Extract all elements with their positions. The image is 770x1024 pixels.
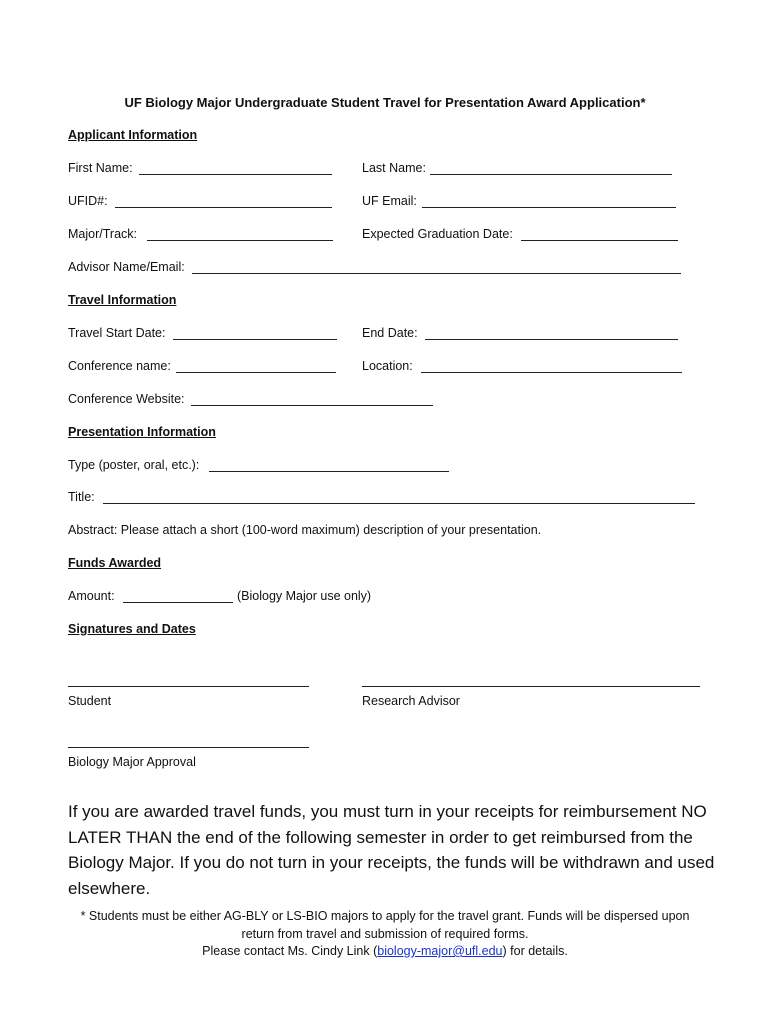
footer-eligibility-text: * Students must be either AG-BLY or LS-BIO majors to apply for the travel grant. Funds will be dispersed upon return from travel and submission of required forms.	[80, 909, 690, 941]
grad-date-field[interactable]	[521, 240, 678, 241]
form-title: UF Biology Major Undergraduate Student Travel for Presentation Award Application*	[124, 95, 646, 110]
first-name-field[interactable]	[139, 174, 332, 175]
advisor-label: Advisor Name/Email:	[68, 260, 185, 274]
presentation-title-field[interactable]	[103, 503, 695, 504]
first-name-label: First Name:	[68, 161, 133, 175]
major-track-field[interactable]	[147, 240, 333, 241]
location-label: Location:	[362, 359, 413, 373]
amount-note: (Biology Major use only)	[237, 589, 372, 603]
student-signature-label: Student	[68, 694, 112, 708]
reimbursement-notice: If you are awarded travel funds, you must turn in your receipts for reimbursement NO LATER THAN the end of the following semester in order to get reimbursed from the Biology Major. If you do not turn in your receipts, the funds will be withdrawn and used elsewhere.	[68, 802, 715, 898]
section-travel-heading: Travel Information	[68, 293, 177, 307]
uf-email-field[interactable]	[422, 207, 676, 208]
location-field[interactable]	[421, 372, 682, 373]
advisor-signature-line[interactable]	[362, 686, 700, 687]
conference-name-field[interactable]	[176, 372, 336, 373]
section-signatures-heading: Signatures and Dates	[68, 622, 196, 636]
conference-name-label: Conference name:	[68, 359, 171, 373]
footer-contact-prefix: Please contact Ms. Cindy Link (	[202, 944, 378, 958]
footer-contact	[65, 943, 705, 961]
conference-website-field[interactable]	[191, 405, 433, 406]
end-date-field[interactable]	[425, 339, 678, 340]
section-presentation-heading: Presentation Information	[68, 425, 216, 439]
footer-contact-suffix: ) for details.	[502, 944, 568, 958]
amount-label: Amount:	[68, 589, 115, 603]
footer-note	[65, 908, 705, 961]
advisor-field[interactable]	[192, 273, 681, 274]
contact-email-link[interactable]: biology-major@ufl.edu	[377, 944, 503, 958]
approval-signature-label: Biology Major Approval	[68, 755, 196, 769]
ufid-label: UFID#:	[68, 194, 108, 208]
conference-website-label: Conference Website:	[68, 392, 185, 406]
approval-signature-line[interactable]	[68, 747, 309, 748]
advisor-signature-label: Research Advisor	[362, 694, 460, 708]
travel-start-field[interactable]	[173, 339, 337, 340]
presentation-type-field[interactable]	[209, 471, 449, 472]
last-name-field[interactable]	[430, 174, 672, 175]
section-funds-heading: Funds Awarded	[68, 556, 162, 570]
ufid-field[interactable]	[115, 207, 332, 208]
major-track-label: Major/Track:	[68, 227, 137, 241]
abstract-instruction: Abstract: Please attach a short (100-word maximum) description of your presentation.	[68, 523, 542, 537]
last-name-label: Last Name:	[362, 161, 426, 175]
presentation-type-label: Type (poster, oral, etc.):	[68, 458, 200, 472]
grad-date-label: Expected Graduation Date:	[362, 227, 513, 241]
student-signature-line[interactable]	[68, 686, 309, 687]
presentation-title-label: Title:	[68, 490, 95, 504]
section-applicant-heading: Applicant Information	[68, 128, 198, 142]
travel-start-label: Travel Start Date:	[68, 326, 166, 340]
end-date-label: End Date:	[362, 326, 418, 340]
uf-email-label: UF Email:	[362, 194, 417, 208]
amount-field[interactable]	[123, 602, 233, 603]
